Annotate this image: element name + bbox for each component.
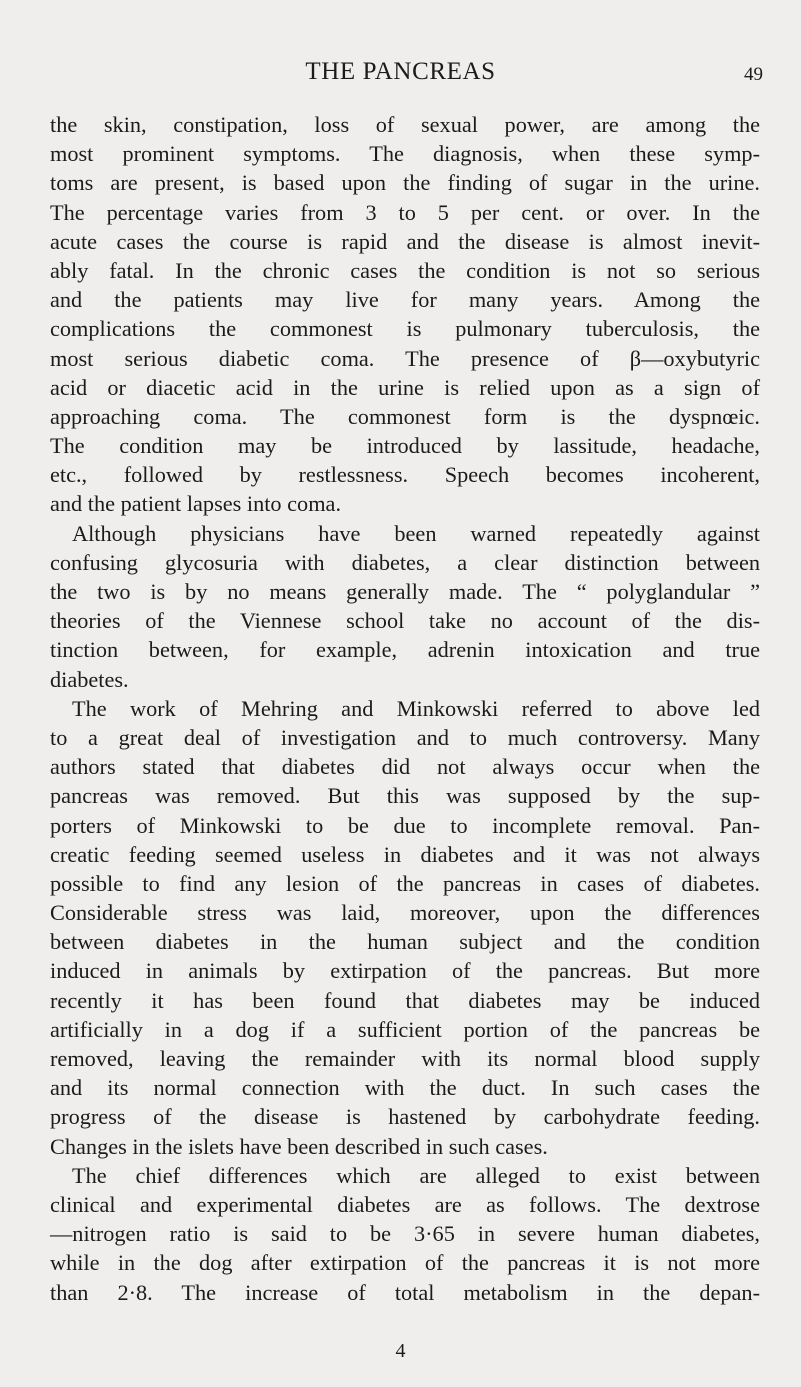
- text-line: The percentage varies from 3 to 5 per cent. or over. In the: [50, 199, 760, 225]
- text-line: progress of the disease is hastened by carbohydrate feeding.: [50, 1104, 760, 1130]
- text-line: etc., followed by restlessness. Speech becomes incoherent,: [50, 462, 760, 488]
- text-line: tinction between, for example, adrenin intoxication and true: [50, 637, 760, 663]
- text-line: most prominent symptoms. The diagnosis, when these symp-: [50, 141, 760, 167]
- text-line: ably fatal. In the chronic cases the condition is not so serious: [50, 257, 760, 283]
- text-line: diabetes.: [50, 666, 129, 692]
- text-line: artificially in a dog if a sufficient portion of the pancreas be: [50, 1016, 760, 1042]
- text-line: and the patients may live for many years. Among the: [50, 287, 760, 313]
- text-line: pancreas was removed. But this was supposed by the sup-: [50, 783, 760, 809]
- page-number: 49: [744, 64, 763, 85]
- running-head: [0, 55, 801, 89]
- text-line: most serious diabetic coma. The presence of β—oxybutyric: [50, 345, 760, 371]
- text-line: authors stated that diabetes did not always occur when the: [50, 754, 760, 780]
- text-line: between diabetes in the human subject and the condition: [50, 929, 760, 955]
- text-line: The condition may be introduced by lassitude, headache,: [50, 433, 760, 459]
- text-line: while in the dog after extirpation of the pancreas it is not more: [50, 1250, 760, 1276]
- text-line: removed, leaving the remainder with its normal blood supply: [50, 1046, 760, 1071]
- text-line: porters of Minkowski to be due to incomplete removal. Pan-: [50, 812, 760, 838]
- text-line: —nitrogen ratio is said to be 3·65 in severe human diabetes,: [50, 1221, 760, 1247]
- text-line: and the patient lapses into coma.: [50, 491, 342, 517]
- text-line: theories of the Viennese school take no account of the dis-: [50, 608, 760, 634]
- text-line: clinical and experimental diabetes are as follows. The dextrose: [50, 1191, 760, 1217]
- text-line: Considerable stress was laid, moreover, upon the differences: [50, 900, 760, 926]
- text-line: and its normal connection with the duct. In such cases the: [50, 1075, 760, 1101]
- text-line: possible to find any lesion of the pancreas in cases of diabetes.: [50, 870, 760, 896]
- text-line: than 2·8. The increase of total metabolism in the depan-: [50, 1279, 760, 1305]
- text-line: The work of Mehring and Minkowski referred to above led: [72, 695, 760, 721]
- text-line: to a great deal of investigation and to much controversy. Many: [50, 724, 760, 750]
- signature-mark: 4: [395, 1340, 406, 1362]
- text-line: acute cases the course is rapid and the disease is almost inevit-: [50, 228, 760, 254]
- text-line: the skin, constipation, loss of sexual power, are among the: [50, 112, 760, 137]
- body-text: [50, 110, 760, 1307]
- text-line: complications the commonest is pulmonary tuberculosis, the: [50, 316, 760, 342]
- text-line: Although physicians have been warned repeatedly against: [72, 520, 760, 546]
- text-line: Changes in the islets have been described in such cases.: [50, 1133, 548, 1159]
- text-line: creatic feeding seemed useless in diabetes and it was not always: [50, 841, 760, 867]
- running-title: THE PANCREAS: [305, 58, 496, 85]
- text-line: approaching coma. The commonest form is the dyspnœic.: [50, 403, 760, 429]
- text-line: toms are present, is based upon the finding of sugar in the urine.: [50, 170, 760, 196]
- text-line: confusing glycosuria with diabetes, a clear distinction between: [50, 549, 760, 575]
- text-line: acid or diacetic acid in the urine is relied upon as a sign of: [50, 374, 760, 400]
- text-line: recently it has been found that diabetes may be induced: [50, 987, 760, 1013]
- text-line: induced in animals by extirpation of the pancreas. But more: [50, 958, 760, 984]
- text-line: The chief differences which are alleged to exist between: [72, 1162, 760, 1188]
- text-line: the two is by no means generally made. The “ polyglandular ”: [50, 579, 760, 604]
